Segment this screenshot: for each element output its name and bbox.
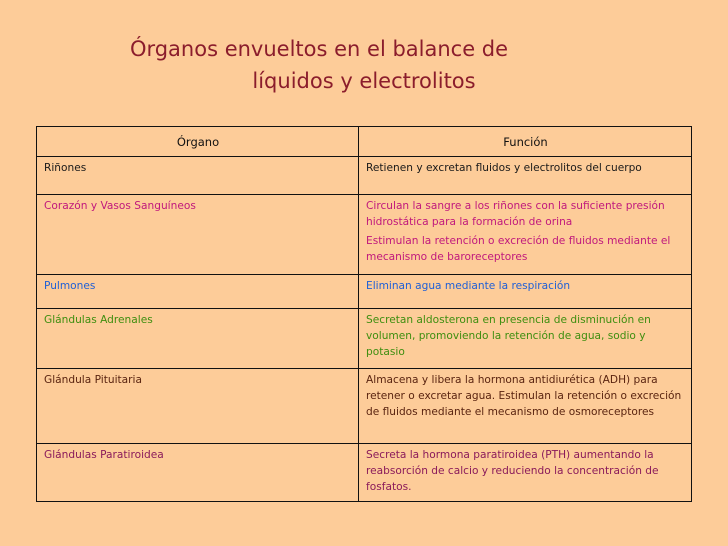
title-line-2: líquidos y electrolitos xyxy=(252,69,476,93)
organ-cell: Corazón y Vasos Sanguíneos xyxy=(37,195,359,275)
function-text: Circulan la sangre a los riñones con la suficiente presión hidrostática para la formación de orina xyxy=(366,200,665,228)
function-cell xyxy=(359,195,692,275)
organs-table xyxy=(36,126,692,502)
organ-cell: Pulmones xyxy=(37,275,359,309)
organ-cell: Glándulas Adrenales xyxy=(37,309,359,369)
function-cell xyxy=(359,275,692,309)
title-line-1: Órganos envueltos en el balance de xyxy=(129,37,509,61)
function-text: Secreta la hormona paratiroidea (PTH) aumentando la reabsorción de calcio y reduciendo la concentración de fosfatos. xyxy=(366,449,659,493)
table-row xyxy=(37,195,692,275)
table-row xyxy=(37,275,692,309)
organ-cell: Riñones xyxy=(37,157,359,195)
function-text: Secretan aldosterona en presencia de disminución en volumen, promoviendo la retención de agua, sodio y potasio xyxy=(366,314,651,358)
header-organ: Órgano xyxy=(37,127,359,157)
table-row xyxy=(37,369,692,444)
table-header-row xyxy=(37,127,692,157)
function-text: Almacena y libera la hormona antidiurética (ADH) para retener o excretar agua. Estimulan la retención o excreción de fluidos mediante el mecanismo de osmoreceptores xyxy=(366,374,682,418)
header-function: Función xyxy=(359,127,692,157)
function-cell xyxy=(359,309,692,369)
function-cell xyxy=(359,157,692,195)
function-cell xyxy=(359,444,692,502)
table-row xyxy=(37,157,692,195)
slide-title xyxy=(0,33,728,97)
function-cell xyxy=(359,369,692,444)
organ-cell: Glándula Pituitaria xyxy=(37,369,359,444)
table-row xyxy=(37,444,692,502)
organ-cell: Glándulas Paratiroidea xyxy=(37,444,359,502)
function-text: Eliminan agua mediante la respiración xyxy=(366,280,571,292)
function-text: Estimulan la retención o excreción de fluidos mediante el mecanismo de baroreceptores xyxy=(366,235,671,263)
table-row xyxy=(37,309,692,369)
function-text: Retienen y excretan fluidos y electrolitos del cuerpo xyxy=(366,162,642,174)
